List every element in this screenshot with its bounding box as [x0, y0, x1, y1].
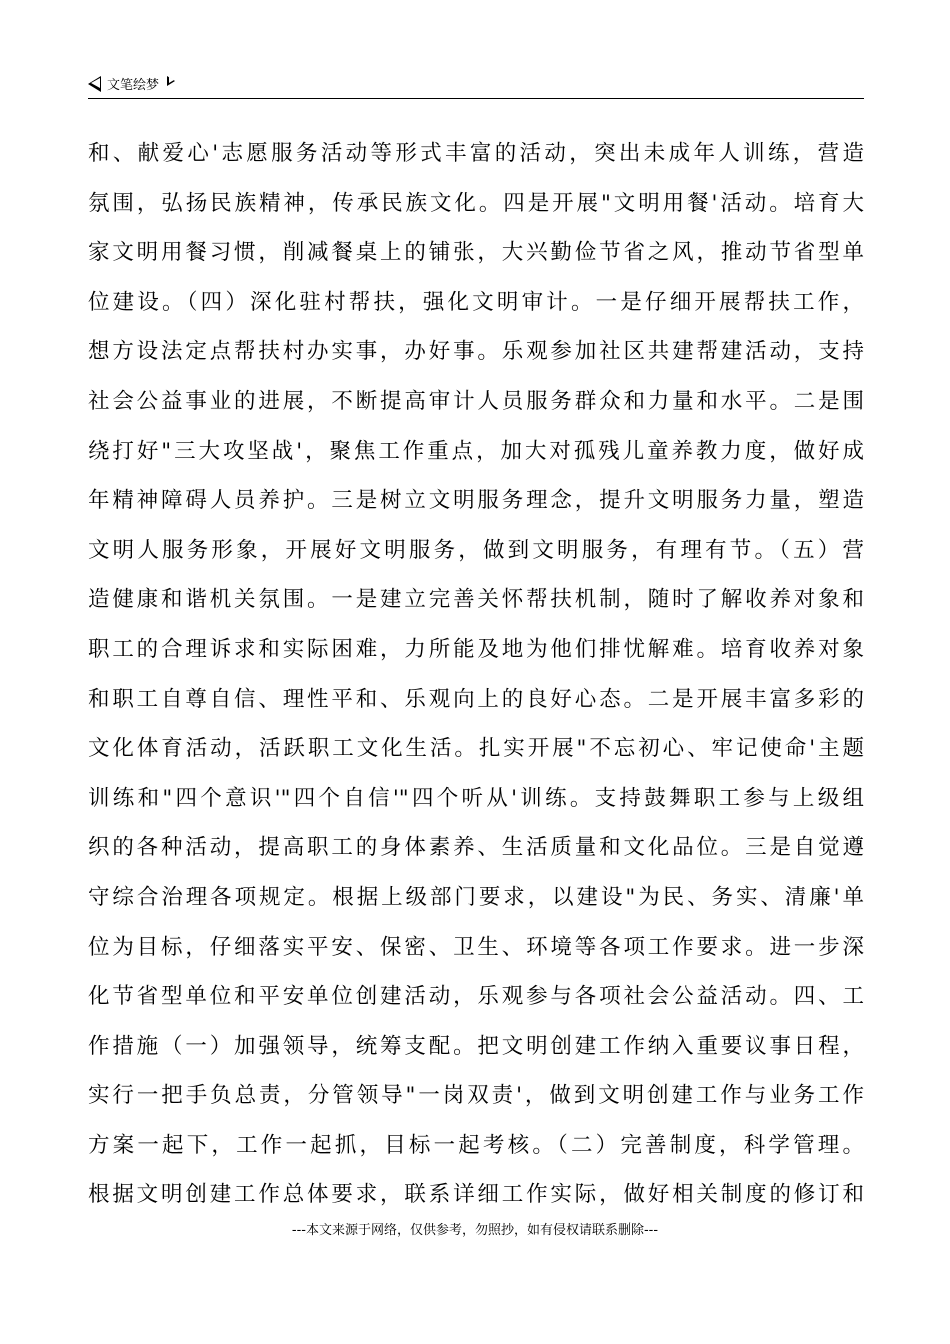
body-line: 根据文明创建工作总体要求，联系详细工作实际，做好相关制度的修订和: [88, 1182, 864, 1208]
body-line: 和职工自尊自信、理性平和、乐观向上的良好心态。二是开展丰富多彩的: [88, 686, 864, 712]
header-brand: [88, 74, 175, 93]
body-line: 作措施（一）加强领导，统筹支配。把文明创建工作纳入重要议事日程，: [88, 1033, 864, 1059]
body-line: 氛围，弘扬民族精神，传承民族文化。四是开展"文明用餐'活动。培育大: [88, 190, 864, 216]
body-line: 实行一把手负总责，分管领导"一岗双责'，做到文明创建工作与业务工作: [88, 1083, 864, 1109]
body-line: 化节省型单位和平安单位创建活动，乐观参与各项社会公益活动。四、工: [88, 984, 864, 1010]
body-line: 社会公益事业的进展，不断提高审计人员服务群众和力量和水平。二是围: [88, 388, 864, 414]
body-line: 训练和"四个意识'"四个自信'"四个听从'训练。支持鼓舞职工参与上级组: [88, 785, 864, 811]
body-line: 家文明用餐习惯，削减餐桌上的铺张，大兴勤俭节省之风，推动节省型单: [88, 240, 864, 266]
body-line: 绕打好"三大攻坚战'，聚焦工作重点，加大对孤残儿童养教力度，做好成: [88, 438, 864, 464]
page-footer: ---本文来源于网络，仅供参考，勿照抄，如有侵权请联系删除---: [291, 1223, 659, 1238]
document-body: [88, 129, 864, 1220]
body-line: 和、献爱心'志愿服务活动等形式丰富的活动，突出未成年人训练，营造: [88, 141, 864, 166]
body-line: 职工的合理诉求和实际困难，力所能及地为他们排忧解难。培育收养对象: [88, 636, 864, 662]
body-line: 方案一起下，工作一起抓，目标一起考核。（二）完善制度，科学管理。: [88, 1132, 864, 1158]
right-triangle-icon: [167, 76, 175, 86]
body-line: 位建设。（四）深化驻村帮扶，强化文明审计。一是仔细开展帮扶工作，: [88, 289, 864, 315]
left-triangle-icon: [88, 76, 101, 92]
body-line: 年精神障碍人员养护。三是树立文明服务理念，提升文明服务力量，塑造: [88, 488, 864, 514]
body-line: 造健康和谐机关氛围。一是建立完善关怀帮扶机制，随时了解收养对象和: [88, 587, 864, 613]
body-line: 位为目标，仔细落实平安、保密、卫生、环境等各项工作要求。进一步深: [88, 934, 864, 960]
body-line: 守综合治理各项规定。根据上级部门要求，以建设"为民、务实、清廉'单: [88, 884, 864, 910]
page-header: [88, 70, 864, 99]
body-line: 织的各种活动，提高职工的身体素养、生活质量和文化品位。三是自觉遵: [88, 835, 864, 861]
body-line: 文明人服务形象，开展好文明服务，做到文明服务，有理有节。（五）营: [88, 537, 864, 563]
body-line: 文化体育活动，活跃职工文化生活。扎实开展"不忘初心、牢记使命'主题: [88, 736, 864, 762]
header-title: 文笔绘梦: [107, 78, 160, 93]
body-line: 想方设法定点帮扶村办实事，办好事。乐观参加社区共建帮建活动，支持: [88, 339, 864, 365]
